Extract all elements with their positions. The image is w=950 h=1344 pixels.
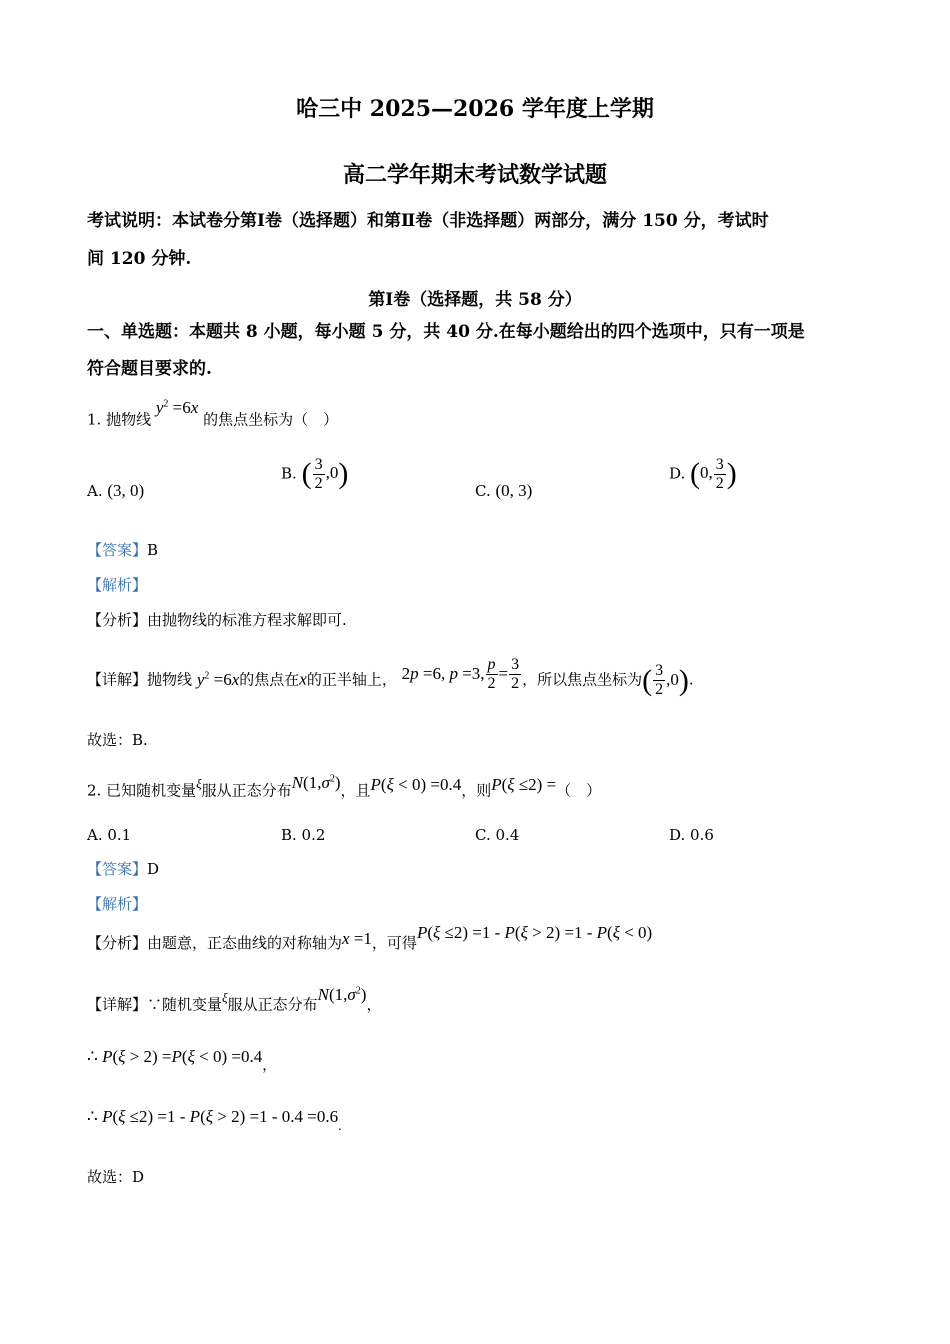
q1-stem bbox=[87, 397, 339, 431]
q2-step-2: ∴ $P(\xi \le 2) =1 - P(\xi > 2) =1 - 0.4 =0.6_.$ bbox=[87, 1107, 342, 1134]
part1-title: 第Ⅰ卷（选择题，共 58 分） bbox=[368, 290, 582, 310]
q1-explanation-label: 【解析】 bbox=[87, 576, 148, 594]
q1-formula: $y^2 =6x$ bbox=[155, 397, 199, 417]
q2-explanation-label: 【解析】 bbox=[87, 895, 148, 913]
exam-title: 哈三中 2025—2026 学年度上学期 bbox=[296, 96, 654, 122]
intro-line-2: 间 120 分钟. bbox=[87, 249, 192, 269]
exam-subtitle: 高二学年期末考试数学试题 bbox=[342, 162, 607, 188]
q2-answer: 【答案】D bbox=[87, 860, 160, 878]
q1-suffix: 的焦点坐标为（ ） bbox=[203, 410, 339, 429]
q1-option-d[interactable]: D. (0, $\frac{3}{2}$ ) bbox=[669, 456, 737, 492]
q1-answer: 【答案】B bbox=[87, 541, 159, 559]
section1-line-1: 一、单选题：本题共 8 小题，每小题 5 分，共 40 分.在每小题给出的四个选项中，只有一项是 bbox=[87, 322, 805, 342]
q2-detail: 【详解】∵随机变量ξ服从正态分布$N(1,\sigma^2)$， bbox=[87, 984, 382, 1014]
q1-detail: 【详解】抛物线 $y^2 =6x$的焦点在x的正半轴上， 2p =6, p =3, $\frac{p}{2}$ = $\frac{3}{2}$ ，所以焦点坐标为( $\frac{3}{2}$ ,0). bbox=[87, 656, 694, 699]
q2-option-a[interactable]: A. 0.1 bbox=[87, 826, 132, 844]
q1-option-d-formula: (0, $\frac{3}{2}$ ) bbox=[690, 456, 737, 492]
q2-option-d[interactable]: D. 0.6 bbox=[669, 826, 714, 844]
q1-prefix: 1. 抛物线 bbox=[87, 410, 152, 429]
q1-option-a[interactable]: A. (3, 0) bbox=[87, 481, 145, 500]
section1-line-2: 符合题目要求的. bbox=[87, 359, 212, 379]
q1-conclusion: 故选：B. bbox=[87, 731, 148, 749]
q2-conclusion: 故选：D bbox=[87, 1168, 145, 1186]
q2-option-c[interactable]: C. 0.4 bbox=[475, 826, 520, 844]
intro-line-1: 考试说明：本试卷分第Ⅰ卷（选择题）和第Ⅱ卷（非选择题）两部分，满分 150 分，考试时 bbox=[87, 211, 769, 231]
q2-option-b[interactable]: B. 0.2 bbox=[281, 826, 326, 844]
q1-option-b-formula: ( $\frac{3}{2}$ ,0) bbox=[301, 456, 349, 492]
q2-stem: 2. 已知随机变量ξ服从正态分布$N(1,\sigma^2)$，且P(ξ < 0) =0.4，则P(ξ ≤2) =（ ） bbox=[87, 772, 602, 800]
q1-option-b[interactable]: B. ( $\frac{3}{2}$ ,0) bbox=[281, 456, 349, 492]
q2-analysis: 【分析】由题意，正态曲线的对称轴为x =1，可得P(ξ ≤2) =1 - P(ξ > 2) =1 - P(ξ < 0) bbox=[87, 923, 653, 952]
q1-option-c[interactable]: C. (0, 3) bbox=[475, 481, 533, 500]
q2-step-1: ∴ $P(\xi > 2) =P(\xi < 0) =0.4_,$ bbox=[87, 1047, 277, 1074]
q1-analysis: 【分析】由抛物线的标准方程求解即可. bbox=[87, 611, 347, 629]
